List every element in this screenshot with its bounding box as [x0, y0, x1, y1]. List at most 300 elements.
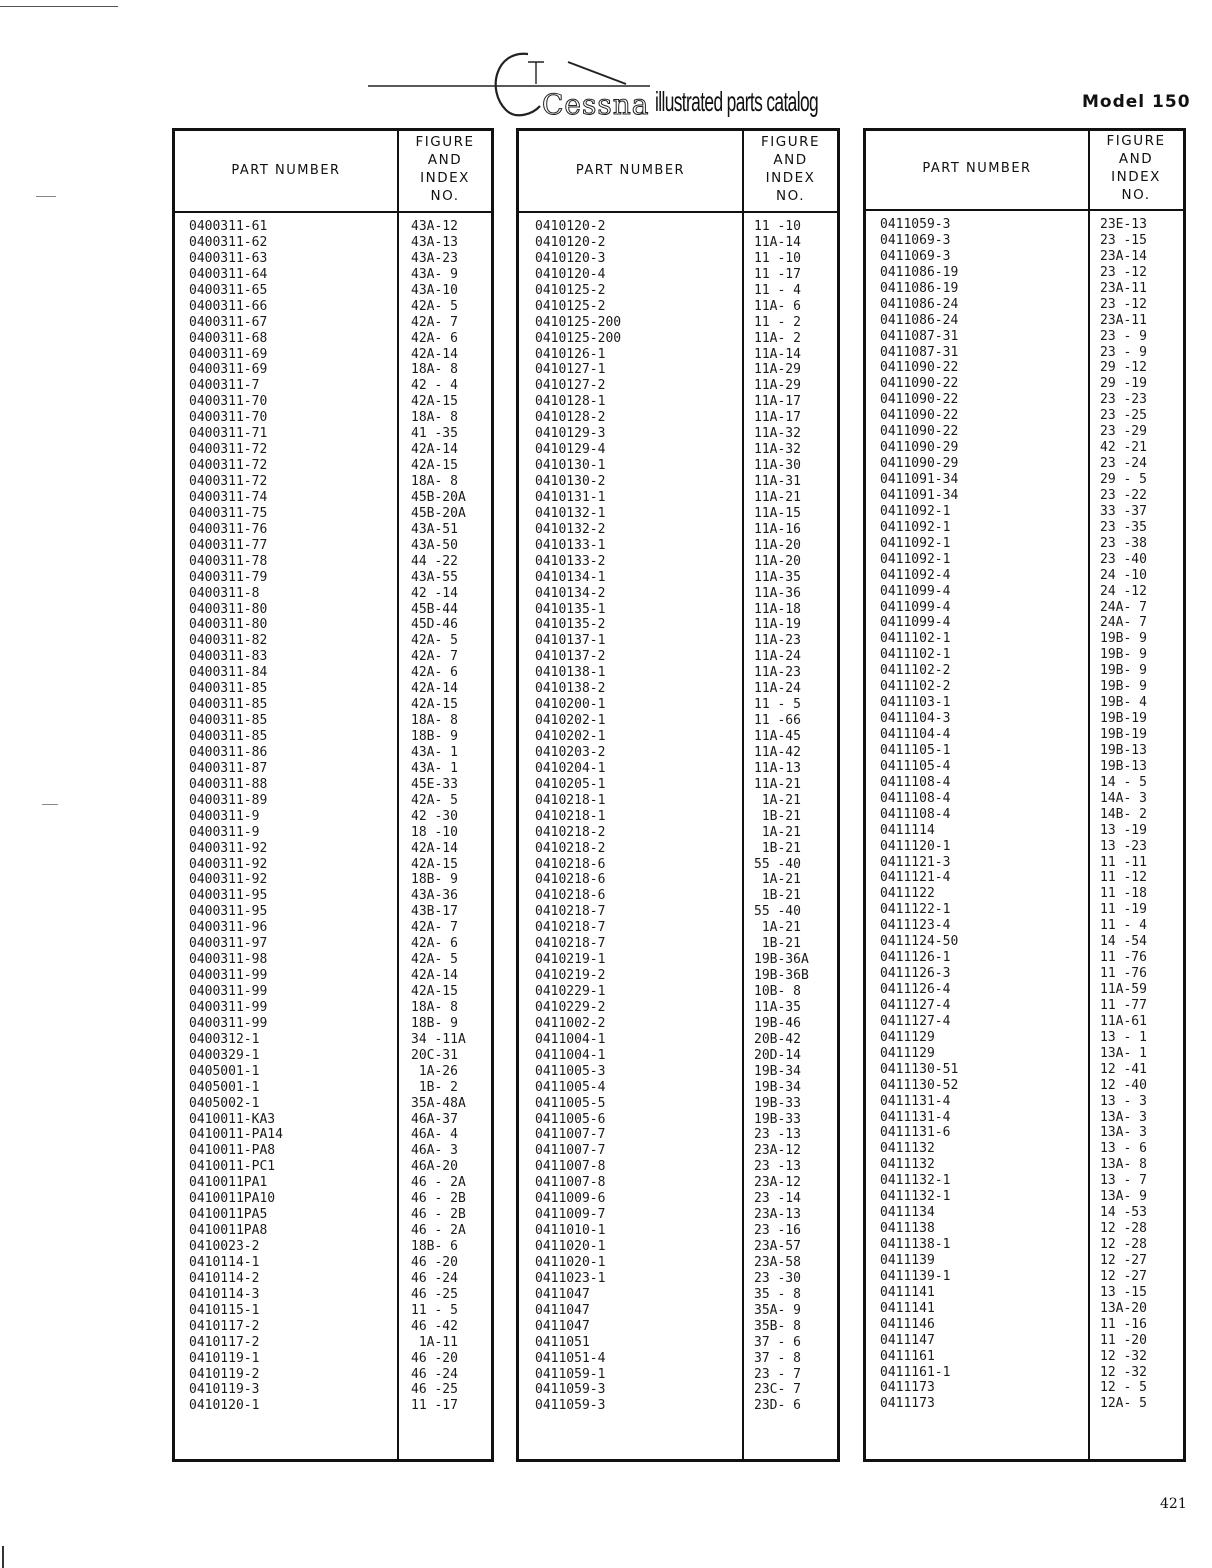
table-row: [866, 759, 1183, 775]
table-row: [866, 329, 1183, 345]
figure-index-cell: 11A-20: [754, 537, 801, 553]
table-row: [519, 984, 837, 1000]
table-row: [175, 1080, 491, 1096]
figure-index-cell: 23A-12: [754, 1143, 801, 1159]
figure-index-cell: 11A-61: [1100, 1013, 1147, 1029]
table-row: [519, 347, 837, 363]
figure-index-cell: 19B- 9: [1100, 631, 1147, 647]
figure-index-cell: 46 -24: [411, 1270, 458, 1286]
part-number-cell: 0410135-1: [535, 601, 606, 617]
table-row: [866, 631, 1183, 647]
figure-index-cell: 19B-13: [1100, 742, 1147, 758]
part-number-cell: 0411090-22: [880, 424, 959, 440]
figure-index-cell: 12 -41: [1100, 1061, 1147, 1077]
figure-index-cell: 35A- 9: [754, 1302, 801, 1318]
table-row: [175, 1382, 491, 1398]
figure-index-cell: 11A-14: [754, 346, 801, 362]
figure-index-cell: 1B- 2: [411, 1079, 458, 1095]
table-row: [175, 952, 491, 968]
figure-index-cell: 11A- 6: [754, 298, 801, 314]
table-row: [175, 331, 491, 347]
figure-index-cell: 42A- 5: [411, 792, 458, 808]
figure-index-cell: 11 -12: [1100, 870, 1147, 886]
figure-index-cell: 46 -20: [411, 1254, 458, 1270]
figure-index-cell: 23 -24: [1100, 456, 1147, 472]
part-number-cell: 0410115-1: [189, 1302, 260, 1318]
table-row: [866, 1253, 1183, 1269]
table-row: [519, 745, 837, 761]
table-row: [519, 1112, 837, 1128]
figure-index-cell: 18B- 9: [411, 729, 458, 744]
table-row: [866, 313, 1183, 329]
figure-index-cell: 23 -13: [754, 1127, 801, 1143]
part-number-cell: 0411132-1: [880, 1189, 951, 1205]
figure-index-cell: 11 -10: [754, 219, 801, 234]
table-row: [175, 617, 491, 633]
part-number-cell: 0411090-29: [880, 456, 959, 472]
part-number-cell: 0411092-1: [880, 519, 951, 535]
table-row: [519, 1367, 837, 1383]
figure-index-cell: 1B-21: [754, 888, 801, 904]
part-number-cell: 0410130-1: [535, 458, 606, 474]
figure-index-cell: 11 -18: [1100, 886, 1147, 902]
figure-index-cell: 42A- 6: [411, 665, 458, 681]
figure-index-cell: 13A-20: [1100, 1300, 1147, 1316]
figure-index-cell: 23A-58: [754, 1254, 801, 1270]
part-number-cell: 0405001-1: [189, 1063, 260, 1079]
figure-index-cell: 14 -53: [1100, 1205, 1147, 1221]
part-number-cell: 0410218-7: [535, 904, 606, 920]
figure-index-cell: 24 -12: [1100, 583, 1147, 599]
part-number-cell: 0411139: [880, 1252, 935, 1268]
figure-index-cell: 13A- 8: [1100, 1157, 1147, 1173]
part-number-cell: 0411121-4: [880, 870, 951, 886]
table-row: [519, 315, 837, 331]
part-number-cell: 0410218-1: [535, 808, 606, 824]
figure-index-cell: 11A-35: [754, 569, 801, 585]
part-number-cell: 0411005-5: [535, 1095, 606, 1111]
header-rule: [175, 211, 491, 213]
table-row: [866, 392, 1183, 408]
figure-index-cell: 42A-15: [411, 856, 458, 872]
part-number-cell: 0400311-92: [189, 872, 268, 888]
figure-index-cell: 42 -30: [411, 808, 458, 824]
figure-index-cell: 13A- 3: [1100, 1109, 1147, 1125]
part-number-cell: 0411087-31: [880, 328, 959, 344]
table-row: [866, 297, 1183, 313]
figure-index-cell: 19B- 9: [1100, 647, 1147, 663]
part-number-cell: 0410202-1: [535, 729, 606, 744]
part-number-cell: 0411102-2: [880, 679, 951, 695]
figure-index-cell: 1A-26: [411, 1063, 458, 1079]
part-number-cell: 0400311-92: [189, 840, 268, 856]
table-row: [175, 410, 491, 426]
figure-index-cell: 42A-15: [411, 458, 458, 474]
table-row: [866, 1396, 1183, 1412]
part-number-cell: 0410127-1: [535, 362, 606, 378]
figure-index-cell: 11A-17: [754, 394, 801, 410]
table-row: [866, 233, 1183, 249]
table-row: [519, 920, 837, 936]
table-row: [175, 570, 491, 586]
figure-index-cell: 11A-18: [754, 601, 801, 617]
table-row: [866, 679, 1183, 695]
part-number-cell: 0411092-1: [880, 503, 951, 519]
part-number-cell: 0400311-8: [189, 585, 260, 601]
figure-index-cell: 23 - 7: [754, 1366, 801, 1382]
table-row: [175, 633, 491, 649]
table-row: [866, 823, 1183, 839]
part-number-cell: 0410131-1: [535, 489, 606, 505]
table-row: [519, 506, 837, 522]
figure-index-cell: 18A- 8: [411, 410, 458, 426]
figure-index-cell: 11 - 4: [754, 282, 801, 298]
table-row: [175, 1335, 491, 1351]
figure-index-cell: 46A- 4: [411, 1127, 458, 1143]
part-number-cell: 0410200-1: [535, 697, 606, 713]
table-row: [866, 488, 1183, 504]
figure-index-cell: 23 -40: [1100, 551, 1147, 567]
table-row: [866, 950, 1183, 966]
figure-header-line: INDEX: [765, 170, 816, 186]
figure-header-line: NO.: [1121, 187, 1151, 203]
figure-index-cell: 23 -14: [754, 1191, 801, 1207]
table-row: [519, 888, 837, 904]
part-number-cell: 0411138-1: [880, 1237, 951, 1252]
table-row: [519, 681, 837, 697]
table-row: [175, 315, 491, 331]
figure-header-line: FIGURE: [415, 134, 475, 150]
figure-index-cell: 43A- 9: [411, 266, 458, 282]
part-number-header: PART NUMBER: [922, 161, 1032, 176]
part-number-cell: 0411047: [535, 1318, 590, 1334]
figure-index-cell: 23 - 9: [1100, 344, 1147, 360]
table-row: [175, 458, 491, 474]
part-number-cell: 0410218-6: [535, 888, 606, 904]
figure-index-cell: 20D-14: [754, 1047, 801, 1063]
part-number-cell: 0411126-4: [880, 982, 951, 997]
figure-index-cell: 1A-21: [754, 872, 801, 888]
part-number-cell: 0411010-1: [535, 1223, 606, 1239]
part-number-cell: 0411059-3: [535, 1398, 606, 1414]
part-number-cell: 0400311-83: [189, 649, 268, 665]
figure-index-cell: 13A- 3: [1100, 1125, 1147, 1141]
table-row: [519, 1175, 837, 1191]
figure-index-cell: 29 -12: [1100, 360, 1147, 376]
figure-index-cell: 19B- 4: [1100, 695, 1147, 711]
parts-table-panel-3: [863, 128, 1186, 1462]
table-row: [519, 1064, 837, 1080]
part-number-cell: 0411005-4: [535, 1079, 606, 1095]
figure-index-cell: 14A- 3: [1100, 790, 1147, 806]
table-row: [519, 235, 837, 251]
part-number-cell: 0411099-4: [880, 599, 951, 615]
part-number-cell: 0410117-2: [189, 1334, 260, 1350]
figure-index-cell: 43A-23: [411, 250, 458, 266]
figure-index-cell: 43A-10: [411, 282, 458, 298]
figure-index-cell: 12 -40: [1100, 1077, 1147, 1093]
part-number-cell: 0410119-3: [189, 1382, 260, 1398]
part-number-cell: 0411147: [880, 1332, 935, 1348]
table-row: [175, 283, 491, 299]
part-number-cell: 0410218-6: [535, 872, 606, 888]
figure-index-cell: 45B-20A: [411, 505, 466, 521]
table-row: [866, 886, 1183, 902]
part-number-cell: 0400311-80: [189, 601, 268, 617]
part-number-cell: 0410218-2: [535, 824, 606, 840]
figure-index-cell: 33 -37: [1100, 503, 1147, 519]
part-number-cell: 0400311-66: [189, 298, 268, 314]
figure-index-cell: 23 -25: [1100, 408, 1147, 424]
part-number-cell: 0411131-6: [880, 1125, 951, 1141]
figure-index-cell: 1A-21: [754, 920, 801, 936]
part-number-cell: 0400311-85: [189, 681, 268, 697]
part-number-cell: 0400311-89: [189, 792, 268, 808]
figure-header-line: INDEX: [420, 170, 470, 186]
page-number: 421: [1160, 1496, 1187, 1512]
part-number-cell: 0411092-4: [880, 567, 951, 583]
part-number-cell: 0400311-78: [189, 553, 268, 569]
table-row: [866, 408, 1183, 424]
cessna-logo: [368, 40, 668, 120]
figure-index-cell: 19B-19: [1100, 711, 1147, 727]
figure-index-cell: 1B-21: [754, 840, 801, 856]
part-number-cell: 0411059-3: [535, 1382, 606, 1398]
part-number-cell: 0400311-87: [189, 760, 268, 776]
part-number-cell: 0410011PA1: [189, 1175, 268, 1191]
table-row: [175, 761, 491, 777]
figure-index-cell: 11A-32: [754, 426, 801, 442]
table-row: [175, 299, 491, 315]
table-row: [175, 378, 491, 394]
page-header: [0, 30, 1212, 130]
table-row: [175, 777, 491, 793]
figure-index-cell: 24A- 7: [1100, 599, 1147, 615]
part-number-cell: 0411108-4: [880, 790, 951, 806]
table-row: [866, 1157, 1183, 1173]
figure-index-cell: 42A-14: [411, 346, 458, 362]
part-number-cell: 0400311-98: [189, 952, 268, 968]
figure-index-cell: 19B-13: [1100, 758, 1147, 774]
table-row: [175, 1239, 491, 1255]
figure-index-cell: 55 -40: [754, 856, 801, 872]
table-row: [175, 729, 491, 745]
part-number-header: PART NUMBER: [575, 163, 686, 178]
figure-index-cell: 19B-34: [754, 1079, 801, 1095]
figure-index-cell: 46 -42: [411, 1318, 458, 1334]
figure-index-cell: 12 -28: [1100, 1221, 1147, 1237]
part-number-cell: 0410114-1: [189, 1254, 260, 1270]
table-row: [175, 1159, 491, 1175]
table-row: [175, 1303, 491, 1319]
table-row: [519, 825, 837, 841]
part-number-cell: 0410138-2: [535, 681, 606, 697]
figure-index-cell: 11 -17: [754, 266, 801, 282]
figure-index-cell: 46 -25: [411, 1382, 458, 1398]
figure-index-cell: 37 - 8: [754, 1350, 801, 1366]
table-row: [519, 474, 837, 490]
part-number-cell: 0405002-1: [189, 1095, 260, 1111]
table-row: [519, 1096, 837, 1112]
figure-header-line: FIGURE: [1106, 133, 1166, 149]
table-row: [175, 904, 491, 920]
part-number-cell: 0411126-3: [880, 966, 951, 982]
table-row: [866, 345, 1183, 361]
catalog-title: illustrated parts catalog: [655, 86, 819, 117]
figure-index-cell: 11 -76: [1100, 950, 1147, 966]
table-row: [866, 902, 1183, 918]
table-row: [866, 615, 1183, 631]
part-number-cell: 0411132: [880, 1157, 935, 1173]
figure-index-cell: 11A-15: [754, 505, 801, 521]
figure-index-cell: 11 -10: [754, 250, 801, 266]
part-number-cell: 0410011-PA8: [189, 1143, 276, 1159]
part-number-cell: 0410120-2: [535, 219, 606, 234]
table-row: [519, 1032, 837, 1048]
part-number-cell: 0400311-99: [189, 968, 268, 984]
part-number-cell: 0411092-1: [880, 535, 951, 551]
figure-index-cell: 43A-12: [411, 219, 458, 234]
figure-index-cell: 23 -16: [754, 1223, 801, 1239]
margin-mark: [42, 804, 58, 805]
figure-index-cell: 11A-29: [754, 378, 801, 394]
part-number-cell: 0405001-1: [189, 1079, 260, 1095]
figure-index-cell: 14 - 5: [1100, 774, 1147, 790]
part-number-cell: 0411086-24: [880, 312, 959, 328]
table-row: [175, 506, 491, 522]
figure-index-cell: 11A-23: [754, 665, 801, 681]
figure-header-line: AND: [427, 152, 463, 168]
table-row: [519, 1048, 837, 1064]
figure-index-cell: 11 - 2: [754, 314, 801, 330]
figure-index-cell: 18B- 6: [411, 1239, 458, 1254]
figure-index-cell: 11A-19: [754, 617, 801, 633]
figure-index-cell: 11 -17: [411, 1398, 458, 1414]
part-number-cell: 0400311-97: [189, 936, 268, 952]
figure-index-cell: 13 - 7: [1100, 1173, 1147, 1189]
part-number-cell: 0400311-99: [189, 1015, 268, 1031]
table-row: [866, 456, 1183, 472]
figure-index-cell: 11 - 5: [754, 697, 801, 713]
figure-index-cell: 23 -38: [1100, 535, 1147, 551]
table-row: [866, 217, 1183, 233]
part-number-cell: 0411139-1: [880, 1268, 951, 1284]
part-number-cell: 0410202-1: [535, 713, 606, 729]
table-row: [866, 520, 1183, 536]
table-row: [175, 920, 491, 936]
figure-index-cell: 13 -23: [1100, 838, 1147, 854]
table-row: [519, 809, 837, 825]
table-row: [519, 299, 837, 315]
part-number-cell: 0400311-72: [189, 458, 268, 474]
table-row: [519, 602, 837, 618]
part-number-cell: 0411020-1: [535, 1254, 606, 1270]
table-row: [175, 490, 491, 506]
part-number-cell: 0411005-6: [535, 1111, 606, 1127]
part-number-cell: 0411129: [880, 1045, 935, 1061]
part-number-cell: 0411099-4: [880, 615, 951, 631]
table-row: [519, 1319, 837, 1335]
table-row: [519, 872, 837, 888]
part-number-cell: 0400311-9: [189, 808, 260, 824]
table-row: [519, 378, 837, 394]
table-row: [866, 870, 1183, 886]
figure-index-cell: 13 - 6: [1100, 1141, 1147, 1157]
figure-index-cell: 14B- 2: [1100, 806, 1147, 822]
part-number-cell: 0411114: [880, 822, 935, 838]
table-row: [519, 1000, 837, 1016]
table-row: [175, 1351, 491, 1367]
part-number-cell: 0410120-1: [189, 1398, 260, 1414]
figure-index-cell: 11A-21: [754, 489, 801, 505]
part-number-cell: 0411051: [535, 1334, 590, 1350]
table-row: [175, 1096, 491, 1112]
table-row: [175, 522, 491, 538]
part-number-cell: 0411004-1: [535, 1047, 606, 1063]
figure-index-cell: 45D-46: [411, 617, 458, 633]
figure-index-cell: 23 -29: [1100, 424, 1147, 440]
part-number-cell: 0410229-1: [535, 984, 606, 999]
figure-index-cell: 19B-33: [754, 1095, 801, 1111]
figure-index-cell: 43A-50: [411, 537, 458, 553]
table-row: [519, 793, 837, 809]
part-number-cell: 0410120-4: [535, 266, 606, 282]
part-number-cell: 0410218-1: [535, 792, 606, 808]
table-row: [866, 998, 1183, 1014]
table-row: [866, 600, 1183, 616]
figure-index-cell: 1A-21: [754, 824, 801, 840]
part-number-cell: 0411131-4: [880, 1109, 951, 1125]
figure-index-cell: 42A-15: [411, 984, 458, 999]
table-row: [866, 1269, 1183, 1285]
part-number-cell: 0411069-3: [880, 248, 951, 264]
table-row: [866, 504, 1183, 520]
table-row: [866, 775, 1183, 791]
table-row: [519, 362, 837, 378]
table-row: [866, 440, 1183, 456]
table-row: [866, 1141, 1183, 1157]
figure-index-cell: 1A-21: [754, 792, 801, 808]
table-row: [519, 410, 837, 426]
part-number-cell: 0410204-1: [535, 760, 606, 776]
table-row: [519, 1255, 837, 1271]
table-row: [519, 1127, 837, 1143]
figure-index-cell: 43A- 1: [411, 744, 458, 760]
part-number-cell: 0411122: [880, 886, 935, 902]
figure-index-cell: 29 -19: [1100, 376, 1147, 392]
table-row: [175, 713, 491, 729]
part-number-cell: 0411090-22: [880, 360, 959, 376]
part-number-cell: 0411007-7: [535, 1127, 606, 1143]
figure-index-cell: 11 -76: [1100, 966, 1147, 982]
figure-index-cell: 41 -35: [411, 426, 458, 442]
table-row: [866, 376, 1183, 392]
table-row: [175, 347, 491, 363]
part-number-cell: 0411132-1: [880, 1173, 951, 1189]
table-row: [519, 1191, 837, 1207]
table-row: [175, 1175, 491, 1191]
figure-index-cell: 11A-42: [754, 744, 801, 760]
figure-index-cell: 23C- 7: [754, 1382, 801, 1398]
part-number-cell: 0411120-1: [880, 838, 951, 854]
table-row: [866, 424, 1183, 440]
figure-index-cell: 11A-16: [754, 521, 801, 537]
table-row: [175, 697, 491, 713]
table-row: [175, 1127, 491, 1143]
table-row: [866, 807, 1183, 823]
part-number-cell: 0410011-KA3: [189, 1111, 276, 1127]
table-row: [175, 426, 491, 442]
